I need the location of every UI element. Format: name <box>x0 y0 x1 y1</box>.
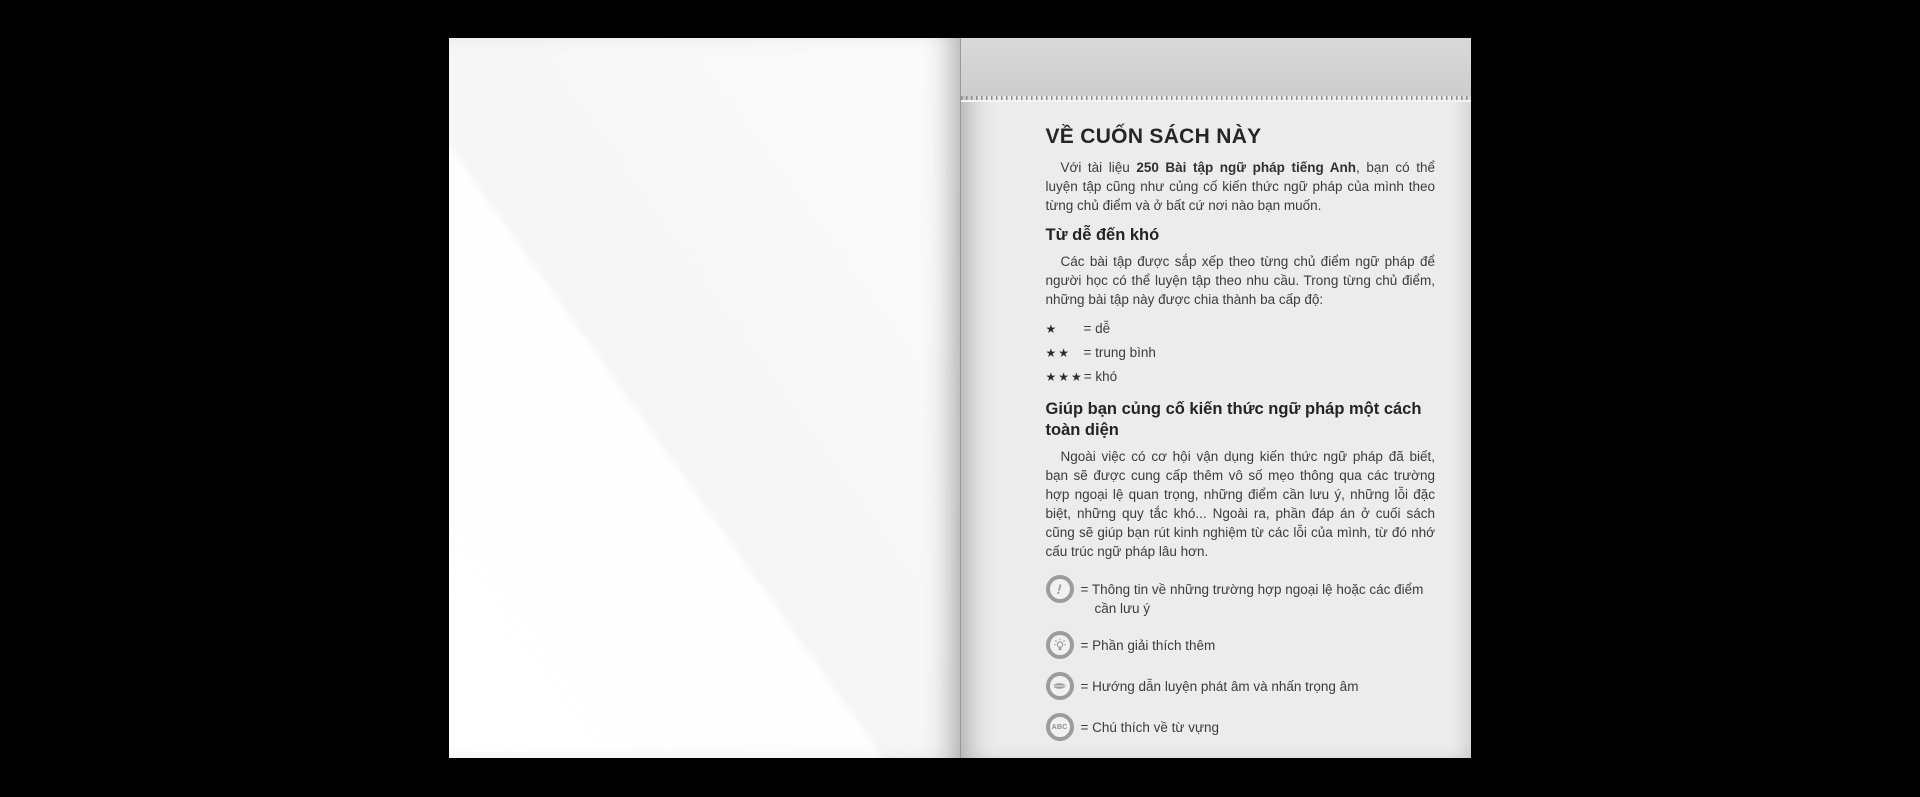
lightbulb-glyph <box>1053 638 1067 652</box>
legend-label: = Hướng dẫn luyện phát âm và nhấn trọng âm <box>1080 679 1359 694</box>
book-spread <box>449 38 1471 758</box>
two-stars-icon: ★★ <box>1045 346 1072 360</box>
star-legend-row <box>1046 367 1436 387</box>
one-star-icon: ★ <box>1045 322 1059 336</box>
section-heading-review: Giúp bạn củng cố kiến thức ngữ pháp một cách toàn diện <box>1045 400 1422 439</box>
legend-row-explanation <box>1046 631 1436 659</box>
book-name-bold: 250 Bài tập ngữ pháp tiếng Anh <box>1136 160 1356 175</box>
lips-icon <box>1046 672 1074 700</box>
intro-text-pre: Với tài liệu <box>1060 160 1137 175</box>
page-content <box>961 102 1472 758</box>
lips-glyph <box>1052 681 1067 691</box>
legend-row-pronunciation <box>1046 672 1436 700</box>
star-legend-row <box>1046 343 1436 363</box>
section-heading-difficulty: Từ dễ đến khó <box>1045 226 1160 244</box>
star-legend <box>1046 319 1436 387</box>
star-legend-label: = dễ <box>1083 321 1111 336</box>
abc-icon <box>1046 713 1074 741</box>
legend-row-exception <box>1046 575 1436 618</box>
intro-paragraph <box>1046 158 1436 215</box>
left-page-blank <box>449 38 960 758</box>
legend-label: = Chú thích về từ vựng <box>1080 720 1220 735</box>
page-top-band <box>961 38 1472 96</box>
three-stars-icon: ★★★ <box>1045 370 1084 384</box>
star-legend-label: = khó <box>1083 369 1118 384</box>
legend-label: = Thông tin về những trường hợp ngoại lệ hoặc các điểm cần lưu ý <box>1080 582 1424 616</box>
difficulty-paragraph: Các bài tập được sắp xếp theo từng chủ điểm ngữ pháp để người học có thể luyện tập theo nhu cầu. Trong từng chủ điểm, những bài tập này được chia thành ba cấp độ: <box>1045 254 1435 307</box>
exclamation-icon <box>1046 575 1074 603</box>
lightbulb-icon <box>1046 631 1074 659</box>
abc-glyph: ABC <box>1051 723 1068 731</box>
legend-label: = Phần giải thích thêm <box>1080 638 1216 653</box>
review-paragraph: Ngoài việc có cơ hội vận dụng kiến thức ngữ pháp đã biết, bạn sẽ được cung cấp thêm vô số mẹo thông qua các trường hợp ngoại lệ quan trọng, những điểm cần lưu ý, những lỗi đặc biệt, những quy tắc khó... Ngoài ra, phần đáp án ở cuối sách cũng sẽ giúp bạn rút kinh nghiệm từ các lỗi của mình, từ đó nhớ cấu trúc ngữ pháp lâu hơn. <box>1045 449 1435 559</box>
star-legend-row <box>1046 319 1436 339</box>
star-legend-label: = trung bình <box>1083 345 1156 360</box>
exclamation-glyph: ! <box>1055 580 1064 598</box>
icon-legend <box>1046 575 1436 741</box>
page-title: VỀ CUỐN SÁCH NÀY <box>1045 125 1262 148</box>
legend-row-vocabulary <box>1046 713 1436 741</box>
intro-text-post: , bạn có thể luyện tập cũng như củng cố kiến thức ngữ pháp của mình theo từng chủ điểm và ở bất cứ nơi nào bạn muốn. <box>1045 160 1435 213</box>
right-page <box>960 38 1472 758</box>
